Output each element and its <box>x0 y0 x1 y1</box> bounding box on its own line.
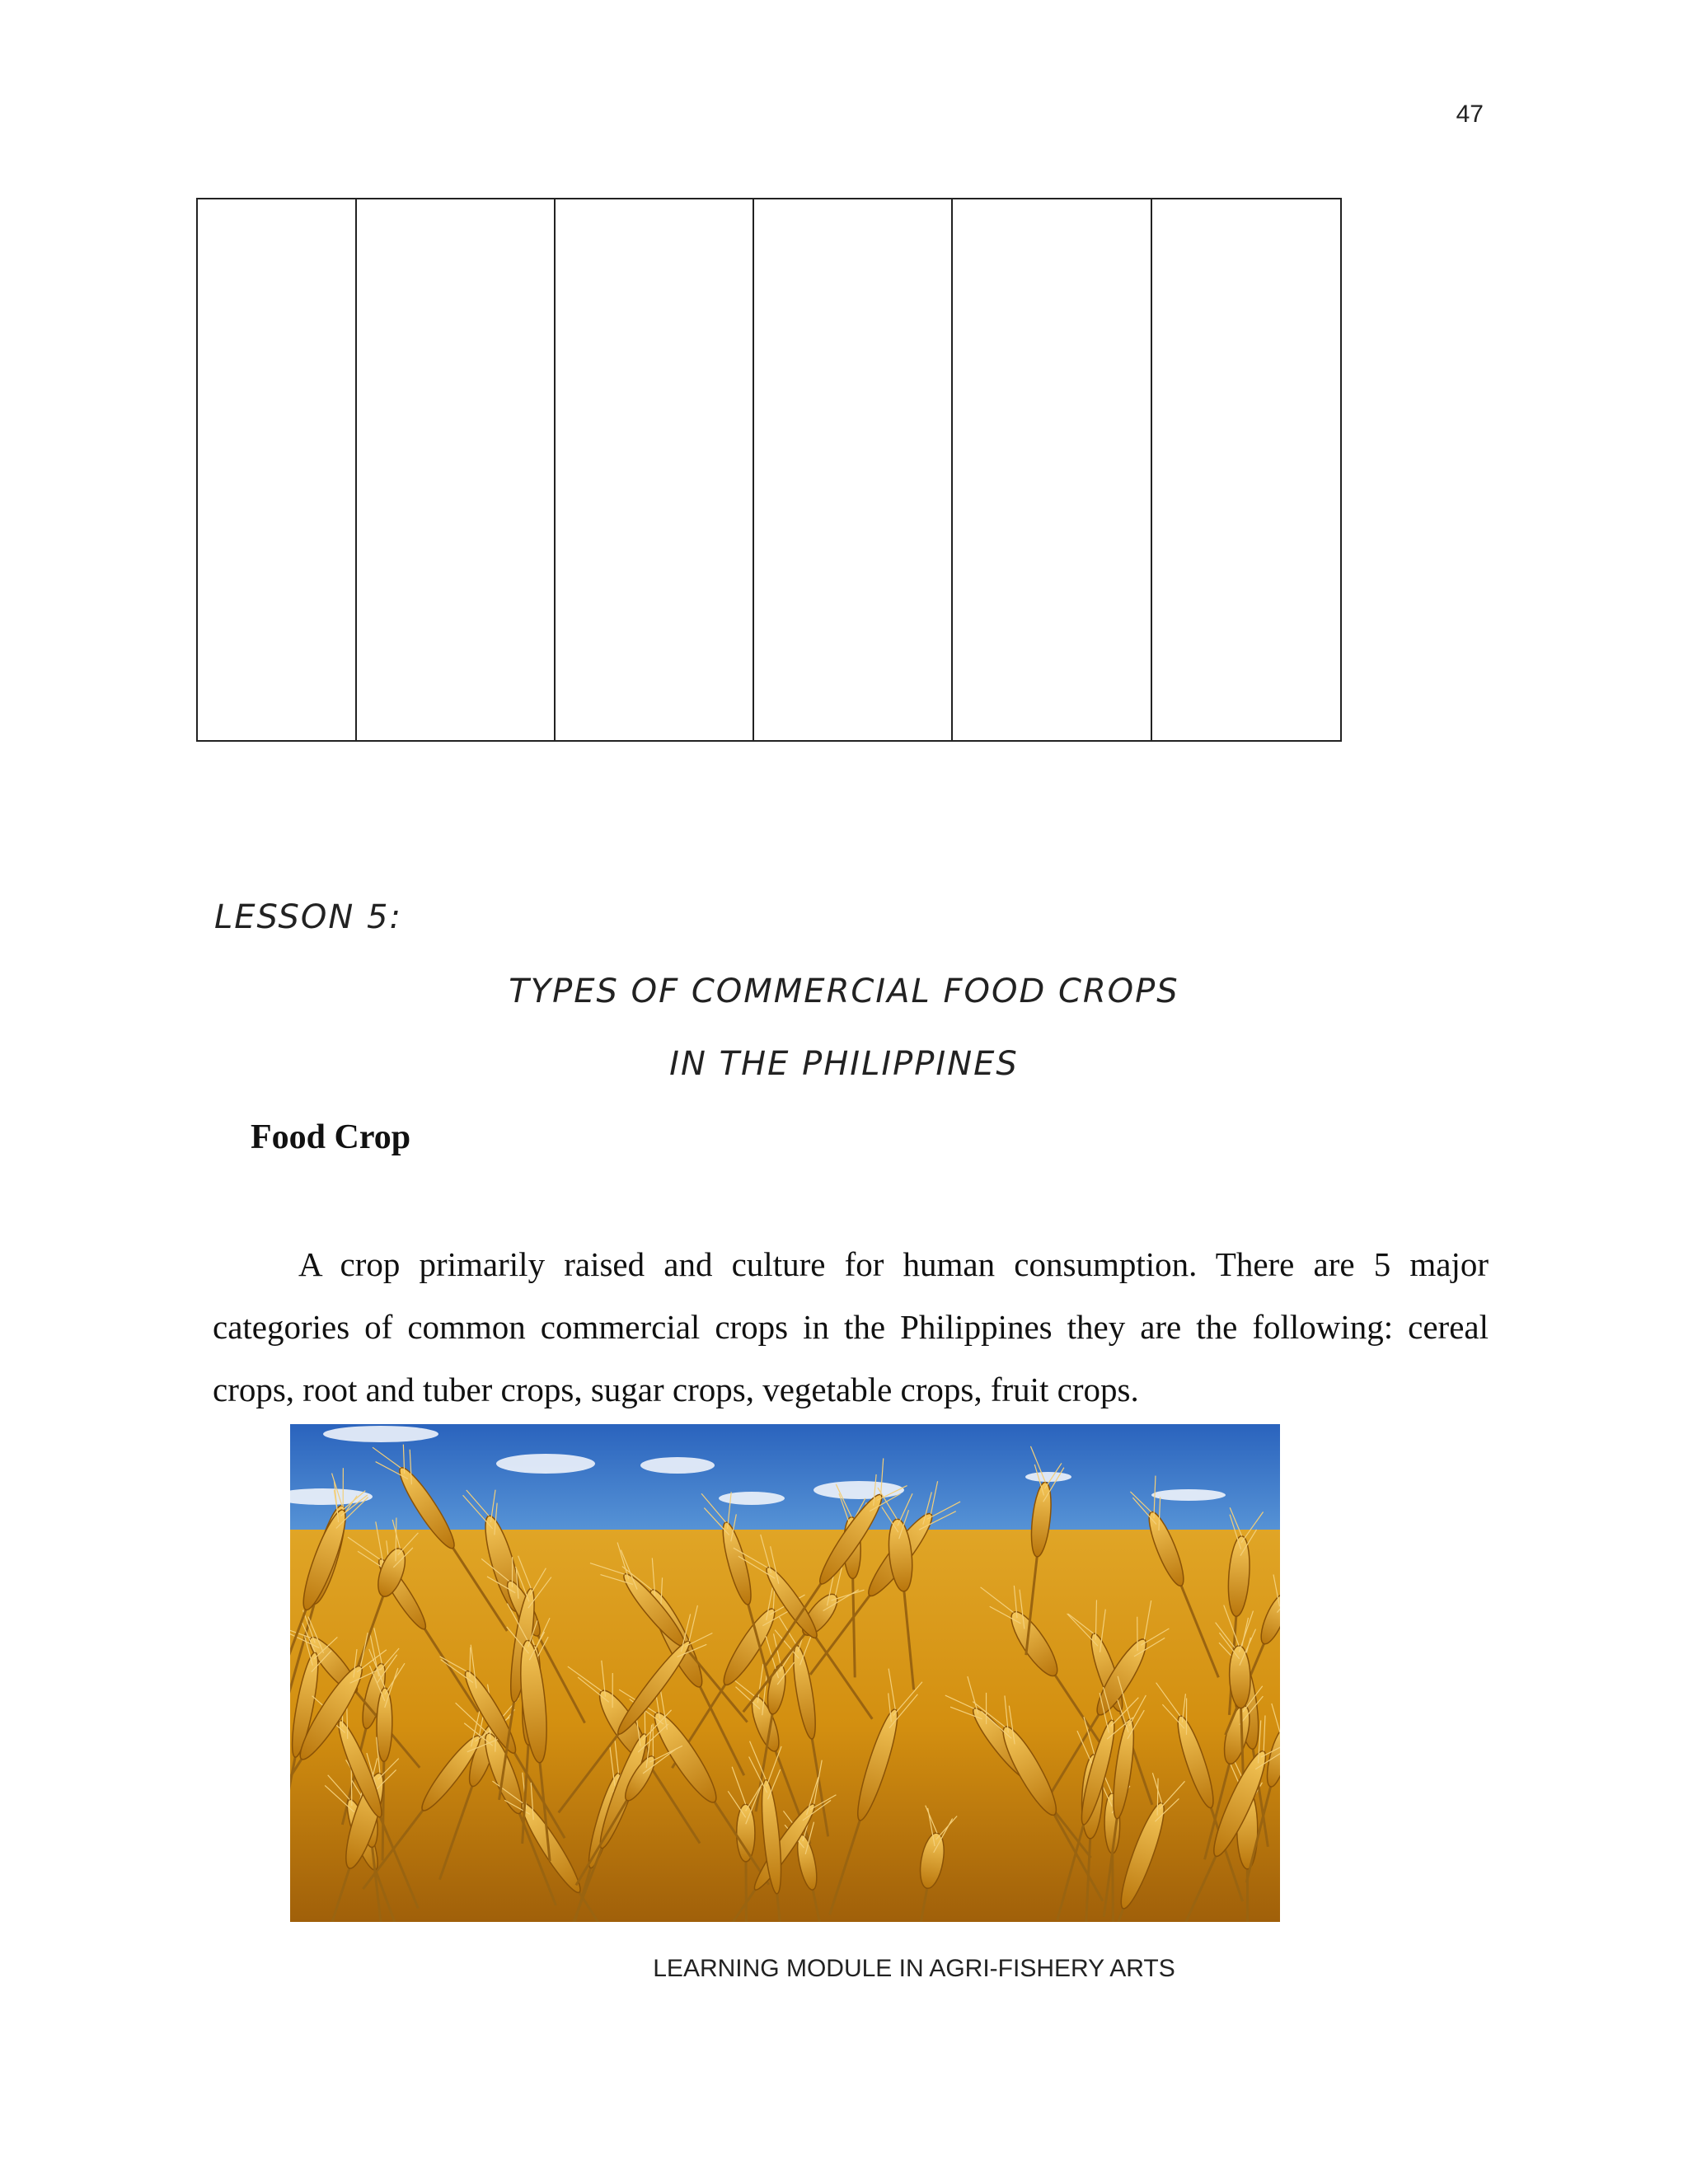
table-cell <box>356 199 555 741</box>
table-row <box>197 199 1341 741</box>
table-cell <box>555 199 753 741</box>
section-heading: Food Crop <box>251 1118 411 1156</box>
lesson-title-line1: TYPES OF COMMERCIAL FOOD CROPS <box>509 972 1179 1010</box>
table-cell <box>1151 199 1341 741</box>
wheat-field-image <box>290 1424 1280 1922</box>
page-footer: LEARNING MODULE IN AGRI-FISHERY ARTS <box>653 1955 1175 1982</box>
lesson-title-line2: IN THE PHILIPPINES <box>669 1045 1019 1083</box>
blank-table <box>196 198 1342 742</box>
page-number: 47 <box>1456 101 1484 128</box>
table-cell <box>753 199 952 741</box>
table-cell <box>952 199 1151 741</box>
table-cell <box>197 199 356 741</box>
lesson-label: LESSON 5: <box>214 898 402 936</box>
body-paragraph: A crop primarily raised and culture for human consumption. There are 5 major categories of common commercial crops in the Philippines they are the following: cereal crops, root and tuber crops, sugar crops, vegetable crops, fruit crops. <box>213 1245 1489 1408</box>
